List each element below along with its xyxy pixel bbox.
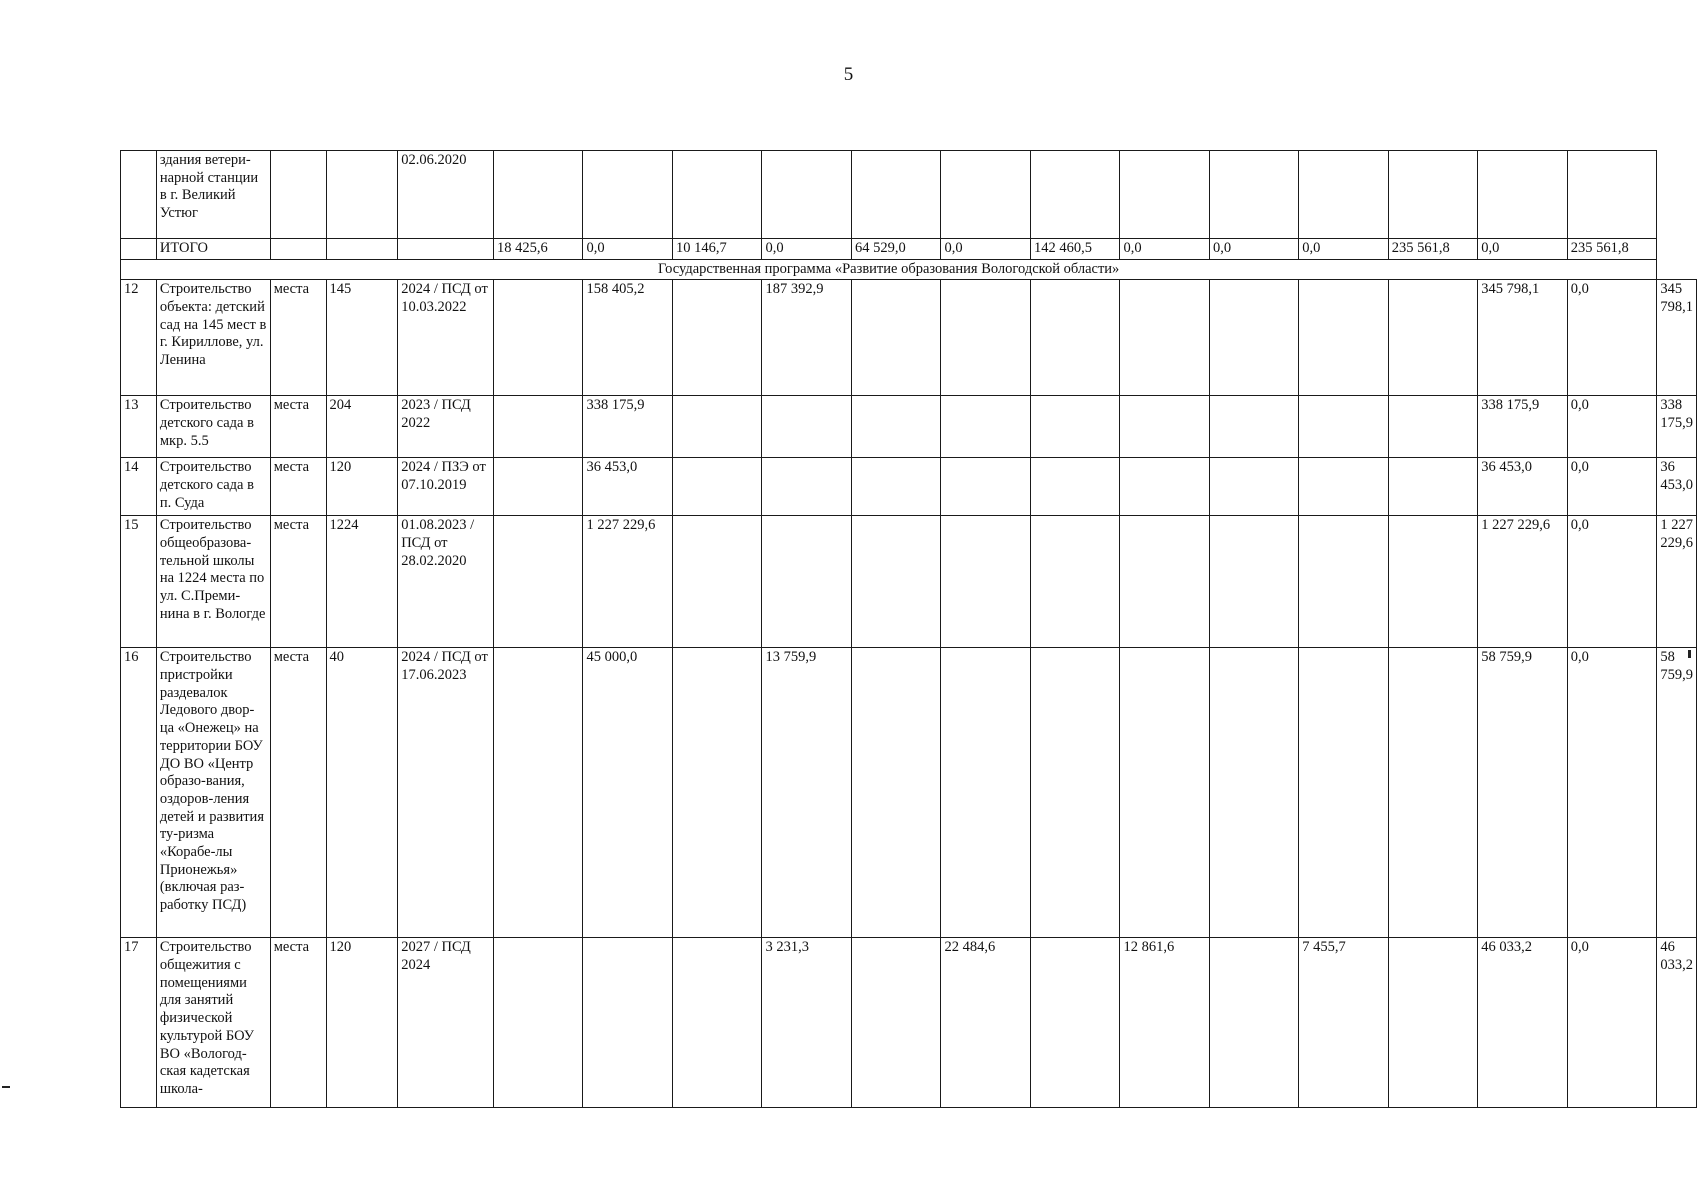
spacer-cell — [493, 516, 583, 648]
value-cell — [941, 516, 1031, 648]
value-cell: 22 484,6 — [941, 938, 1031, 1108]
term: 01.08.2023 / ПСД от 28.02.2020 — [398, 516, 494, 648]
value-cell: 0,0 — [1567, 516, 1657, 648]
value-cell — [1120, 280, 1210, 396]
total-value: 235 561,8 — [1567, 239, 1657, 260]
value-cell — [851, 648, 941, 938]
capacity: 40 — [326, 648, 398, 938]
continued-row — [121, 151, 1697, 239]
value-cell: 338 175,9 — [1657, 396, 1697, 458]
value-cell — [851, 280, 941, 396]
total-value: 142 460,5 — [1030, 239, 1120, 260]
row-number: 17 — [121, 938, 157, 1108]
value-cell: 13 759,9 — [762, 648, 852, 938]
value-cell — [1388, 396, 1478, 458]
object-name: Строительство детского сада в п. Суда — [156, 458, 270, 516]
value-cell — [672, 648, 762, 938]
value-cell — [762, 396, 852, 458]
value-cell — [1299, 648, 1389, 938]
term: 2024 / ПСД от 17.06.2023 — [398, 648, 494, 938]
value-cell — [1030, 648, 1120, 938]
row-number: 13 — [121, 396, 157, 458]
object-name: Строительство объекта: детский сад на 145 мест в г. Кириллове, ул. Ленина — [156, 280, 270, 396]
total-label: ИТОГО — [156, 239, 270, 260]
value-cell: 12 861,6 — [1120, 938, 1210, 1108]
value-cell — [672, 516, 762, 648]
table-row — [121, 648, 1697, 938]
value-cell — [762, 458, 852, 516]
spacer-cell — [493, 938, 583, 1108]
value-cell — [1209, 938, 1298, 1108]
table-row — [121, 458, 1697, 516]
table-row — [121, 280, 1697, 396]
value-cell: 0,0 — [1567, 458, 1657, 516]
value-cell: 46 033,2 — [1657, 938, 1697, 1108]
value-cell: 36 453,0 — [1478, 458, 1568, 516]
spacer-cell — [493, 458, 583, 516]
term: 2027 / ПСД 2024 — [398, 938, 494, 1108]
value-cell — [1299, 396, 1389, 458]
value-cell — [1299, 458, 1389, 516]
term: 2024 / ПСД от 10.03.2022 — [398, 280, 494, 396]
total-value: 0,0 — [762, 239, 852, 260]
term: 2024 / ПЗЭ от 07.10.2019 — [398, 458, 494, 516]
cell-capacity — [326, 151, 398, 239]
row-number: 16 — [121, 648, 157, 938]
value-cell — [1388, 280, 1478, 396]
value-cell: 0,0 — [1567, 938, 1657, 1108]
value-cell — [1209, 648, 1298, 938]
value-cell — [1120, 516, 1210, 648]
value-cell: 58 759,9 — [1478, 648, 1568, 938]
value-cell: 345 798,1 — [1478, 280, 1568, 396]
cell-num — [121, 151, 157, 239]
value-cell — [1209, 516, 1298, 648]
value-cell — [1030, 396, 1120, 458]
value-cell — [672, 280, 762, 396]
value-cell — [1388, 458, 1478, 516]
value-cell — [1209, 280, 1298, 396]
value-cell — [851, 458, 941, 516]
value-cell — [1388, 516, 1478, 648]
value-cell: 158 405,2 — [583, 280, 673, 396]
value-cell: 45 000,0 — [583, 648, 673, 938]
unit: места — [270, 280, 326, 396]
cell-name: здания ветери-нарной станции в г. Великий Устюг — [156, 151, 270, 239]
total-value: 0,0 — [1478, 239, 1568, 260]
objects-table — [120, 150, 1697, 1108]
value-cell: 46 033,2 — [1478, 938, 1568, 1108]
capacity: 1224 — [326, 516, 398, 648]
value-cell — [1030, 458, 1120, 516]
value-cell: 0,0 — [1567, 280, 1657, 396]
value-cell — [1299, 280, 1389, 396]
value-cell — [851, 396, 941, 458]
value-cell — [672, 396, 762, 458]
value-cell — [672, 458, 762, 516]
cell-unit — [270, 151, 326, 239]
table-row — [121, 938, 1697, 1108]
spacer-cell — [493, 396, 583, 458]
unit: места — [270, 516, 326, 648]
value-cell: 3 231,3 — [762, 938, 852, 1108]
value-cell: 0,0 — [1567, 396, 1657, 458]
value-cell — [1030, 516, 1120, 648]
value-cell — [672, 938, 762, 1108]
object-name: Строительство общеобразова-тельной школы на 1224 места по ул. С.Преми-нина в г. Вологде — [156, 516, 270, 648]
value-cell — [941, 458, 1031, 516]
value-cell: 1 227 229,6 — [1478, 516, 1568, 648]
term: 2023 / ПСД 2022 — [398, 396, 494, 458]
value-cell — [941, 648, 1031, 938]
total-row — [121, 239, 1697, 260]
object-name: Строительство пристройки раздевалок Ледового двор-ца «Онежец» на территории БОУ ДО ВО «Центр образо-вания, оздоров-ления детей и развития ту-ризма «Корабе-лы Прионежья» (включая раз-работку ПСД) — [156, 648, 270, 938]
value-cell — [1209, 396, 1298, 458]
value-cell: 338 175,9 — [1478, 396, 1568, 458]
value-cell — [762, 516, 852, 648]
total-value: 64 529,0 — [851, 239, 941, 260]
object-name: Строительство общежития с помещениями для занятий физической культурой БОУ ВО «Вологод-ская кадетская школа- — [156, 938, 270, 1108]
unit: места — [270, 458, 326, 516]
value-cell — [1030, 280, 1120, 396]
scan-mark-left — [2, 1086, 10, 1088]
row-number: 14 — [121, 458, 157, 516]
capacity: 145 — [326, 280, 398, 396]
value-cell: 187 392,9 — [762, 280, 852, 396]
section-title: Государственная программа «Развитие образования Вологодской области» — [121, 259, 1657, 280]
value-cell: 58 759,9 — [1657, 648, 1697, 938]
value-cell: 338 175,9 — [583, 396, 673, 458]
total-value: 0,0 — [1120, 239, 1210, 260]
table-row — [121, 396, 1697, 458]
value-cell — [941, 280, 1031, 396]
value-cell — [1209, 458, 1298, 516]
value-cell: 1 227 229,6 — [1657, 516, 1697, 648]
spacer-cell — [493, 648, 583, 938]
table-row — [121, 516, 1697, 648]
cell-term: 02.06.2020 — [398, 151, 494, 239]
value-cell — [583, 938, 673, 1108]
row-number: 12 — [121, 280, 157, 396]
value-cell — [1299, 516, 1389, 648]
value-cell — [851, 938, 941, 1108]
value-cell — [1388, 938, 1478, 1108]
object-name: Строительство детского сада в мкр. 5.5 — [156, 396, 270, 458]
value-cell — [941, 396, 1031, 458]
value-cell: 345 798,1 — [1657, 280, 1697, 396]
total-value: 0,0 — [1209, 239, 1298, 260]
total-value: 235 561,8 — [1388, 239, 1478, 260]
total-value: 10 146,7 — [672, 239, 762, 260]
value-cell: 36 453,0 — [1657, 458, 1697, 516]
value-cell — [1030, 938, 1120, 1108]
unit: места — [270, 648, 326, 938]
value-cell — [1120, 396, 1210, 458]
unit: места — [270, 396, 326, 458]
total-value: 0,0 — [1299, 239, 1389, 260]
value-cell — [1388, 648, 1478, 938]
total-value: 0,0 — [941, 239, 1031, 260]
value-cell — [851, 516, 941, 648]
page-number: 5 — [843, 64, 854, 85]
value-cell: 1 227 229,6 — [583, 516, 673, 648]
total-value: 0,0 — [583, 239, 673, 260]
unit: места — [270, 938, 326, 1108]
spacer-cell — [493, 280, 583, 396]
value-cell — [1120, 648, 1210, 938]
section-row — [121, 259, 1697, 280]
total-value: 18 425,6 — [493, 239, 583, 260]
capacity: 120 — [326, 458, 398, 516]
capacity: 204 — [326, 396, 398, 458]
value-cell — [1120, 458, 1210, 516]
capacity: 120 — [326, 938, 398, 1108]
row-number: 15 — [121, 516, 157, 648]
value-cell: 0,0 — [1567, 648, 1657, 938]
value-cell: 36 453,0 — [583, 458, 673, 516]
value-cell: 7 455,7 — [1299, 938, 1389, 1108]
